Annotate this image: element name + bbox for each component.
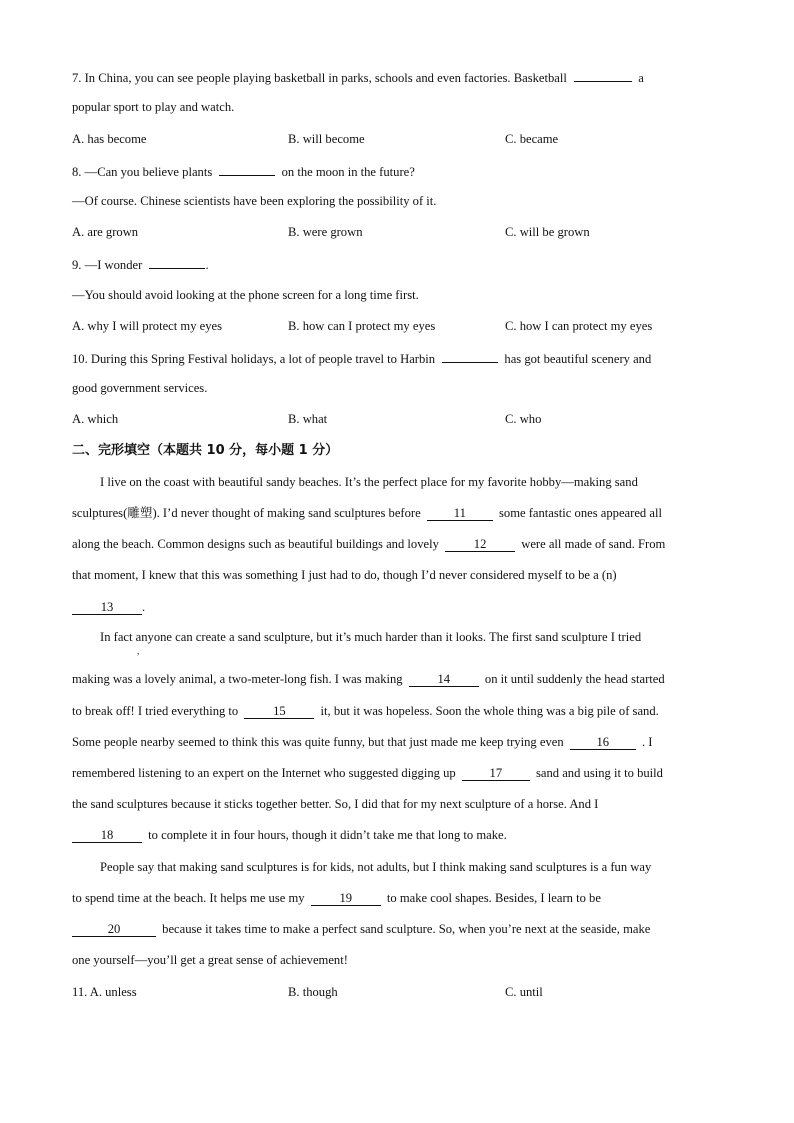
q10-option-b: B. what (288, 412, 328, 426)
q10-stem-text: 10. During this Spring Festival holidays, a lot of people travel to Harbin (72, 352, 436, 366)
q10-option-a: A. which (72, 412, 119, 426)
q9-stem-text: 9. —I wonder (72, 258, 143, 272)
q11-option-b: B. though (288, 985, 338, 999)
q10-blank (442, 349, 498, 363)
q10-stem-line1 (72, 349, 651, 367)
q9-stem-line2: —You should avoid looking at the phone screen for a long time first. (72, 288, 419, 302)
q9-option-a: A. why I will protect my eyes (72, 319, 223, 333)
q10-stem-tail: has got beautiful scenery and (504, 352, 652, 366)
q8-option-b: B. were grown (288, 225, 363, 239)
q8-stem-line1 (72, 162, 415, 180)
passage-p2-line5 (72, 765, 663, 781)
q10-option-c: C. who (505, 412, 542, 426)
passage-p2-line4 (72, 734, 652, 750)
passage-p3-line1: People say that making sand sculptures is for kids, not adults, but I think making sand sculptures is a fun way (100, 860, 652, 874)
q7-option-b: B. will become (288, 132, 365, 146)
q7-stem-text: 7. In China, you can see people playing basketball in parks, schools and even factories. Basketball (72, 71, 567, 85)
passage-text: it, but it was hopeless. Soon the whole thing was a big pile of sand. (320, 704, 659, 718)
q9-option-b: B. how can I protect my eyes (288, 319, 436, 333)
passage-p2-line3 (72, 703, 659, 719)
passage-text: Some people nearby seemed to think this was quite funny, but that just made me keep trying even (72, 735, 564, 749)
q9-option-c: C. how I can protect my eyes (505, 319, 653, 333)
passage-p2-line7 (72, 827, 507, 843)
cloze-blank-18: 18 (72, 829, 142, 843)
passage-text: sand and using it to build (535, 766, 663, 780)
passage-p1-line1: I live on the coast with beautiful sandy beaches. It’s the perfect place for my favorite hobby—making sand (100, 475, 638, 489)
q9-stem-line1 (72, 255, 209, 273)
passage-p1-line3 (72, 536, 665, 552)
q7-blank (574, 68, 632, 82)
passage-text: some fantastic ones appeared all (499, 506, 662, 520)
passage-text: on it until suddenly the head started (484, 672, 665, 686)
passage-p1-line2 (72, 505, 662, 521)
passage-text: making was a lovely animal, a two-meter-long fish. I was making (72, 672, 403, 686)
passage-text: . (142, 600, 146, 614)
passage-text: remembered listening to an expert on the Internet who suggested digging up (72, 766, 456, 780)
q8-option-a: A. are grown (72, 225, 139, 239)
cloze-blank-16: 16 (570, 736, 636, 750)
passage-text: to complete it in four hours, though it didn’t take me that long to make. (148, 828, 507, 842)
q11-option-a: 11. A. unless (72, 985, 137, 999)
passage-p1-line5 (72, 599, 145, 615)
q8-blank (219, 162, 275, 176)
q11-option-c: C. until (505, 985, 543, 999)
passage-p3-line2 (72, 890, 601, 906)
passage-text: because it takes time to make a perfect sand sculpture. So, when you’re next at the seaside, make (162, 922, 651, 936)
passage-p3-line4: one yourself—you’ll get a great sense of achievement! (72, 953, 348, 967)
cloze-blank-15: 15 (244, 705, 314, 719)
passage-p3-line3 (72, 921, 650, 937)
q9-blank (149, 255, 205, 269)
passage-text: were all made of sand. From (521, 537, 666, 551)
passage-text: along the beach. Common designs such as beautiful buildings and lovely (72, 537, 439, 551)
passage-p2-line1: In fact anyone can create a sand sculpture, but it’s much harder than it looks. The first sand sculpture I tried (100, 630, 642, 644)
q8-stem-line2: —Of course. Chinese scientists have been exploring the possibility of it. (72, 194, 437, 208)
q7-stem-tail: a (638, 71, 644, 85)
q10-stem-line2: good government services. (72, 381, 208, 395)
q7-option-a: A. has become (72, 132, 147, 146)
passage-text: to make cool shapes. Besides, I learn to be (386, 891, 601, 905)
cloze-blank-14: 14 (409, 673, 479, 687)
q8-stem-text: 8. —Can you believe plants (72, 165, 213, 179)
q9-stem-tail: . (205, 258, 209, 272)
q8-option-c: C. will be grown (505, 225, 590, 239)
cloze-blank-19: 19 (311, 892, 381, 906)
q8-stem-tail: on the moon in the future? (281, 165, 415, 179)
passage-p1-line4: that moment, I knew that this was something I just had to do, though I’d never considered myself to be a (n) (72, 568, 617, 582)
passage-p2-line6: the sand sculptures because it sticks together better. So, I did that for my next sculpture of a horse. And I (72, 797, 599, 811)
cloze-blank-20: 20 (72, 923, 156, 937)
passage-text: . I (641, 735, 653, 749)
q7-stem-line1 (72, 68, 644, 86)
q7-stem-line2: popular sport to play and watch. (72, 100, 235, 114)
section-heading: 二、完形填空（本题共 10 分，每小题 1 分） (72, 443, 339, 458)
cloze-blank-13: 13 (72, 601, 142, 615)
passage-text: to spend time at the beach. It helps me use my (72, 891, 305, 905)
cloze-blank-17: 17 (462, 767, 530, 781)
q7-option-c: C. became (505, 132, 559, 146)
passage-text: to break off! I tried everything to (72, 704, 239, 718)
cloze-blank-11: 11 (427, 507, 493, 521)
cloze-blank-12: 12 (445, 538, 515, 552)
passage-p2-line2 (72, 671, 665, 687)
passage-text: sculptures(雕塑). I’d never thought of making sand sculptures before (72, 506, 421, 520)
stray-comma-mark: , (137, 646, 140, 656)
